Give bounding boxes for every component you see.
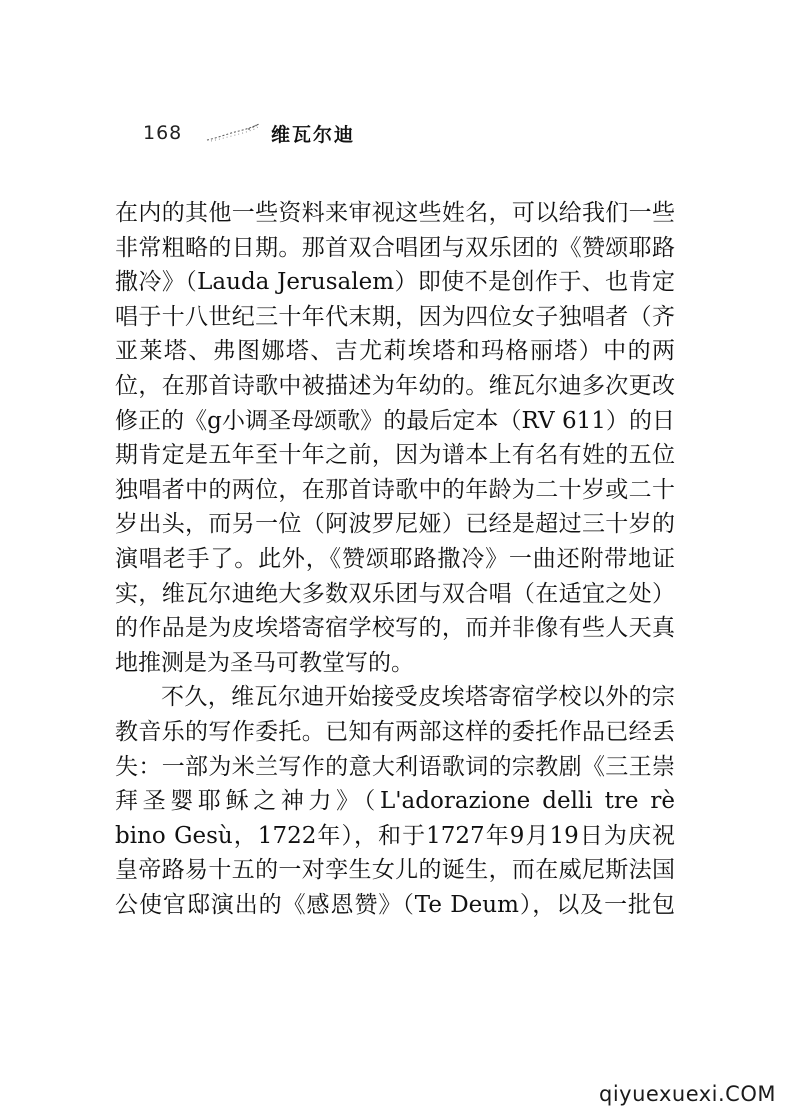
paragraph-first-line: 不久，维瓦尔迪开始接受皮埃塔寄宿学校以外的宗 <box>161 684 675 711</box>
text-line: 公使官邸演出的《感恩赞》（Te Deum），以及一批包 <box>115 891 675 918</box>
text-line: 独唱者中的两位，在那首诗歌中的年龄为二十岁或二十 <box>115 476 675 503</box>
text-line: 期肯定是五年至十年之前，因为谱本上有名有姓的五位 <box>115 442 675 469</box>
text-line: 地推测是为圣马可教堂写的。 <box>115 649 414 676</box>
text-line: 实，维瓦尔迪绝大多数双乐团与双合唱（在适宜之处） <box>115 580 675 607</box>
watermark: qiyuexuexi.COM <box>599 1082 776 1106</box>
text-line: 修正的《g小调圣母颂歌》的最后定本（RV 611）的日 <box>115 407 675 434</box>
text-line: 唱于十八世纪三十年代末期，因为四位女子独唱者（齐 <box>115 303 675 330</box>
body-text <box>115 196 675 922</box>
text-line: 位，在那首诗歌中被描述为年幼的。维瓦尔迪多次更改 <box>115 372 675 399</box>
text-line: 非常粗略的日期。那首双合唱团与双乐团的《赞颂耶路 <box>115 234 675 261</box>
text-line: 拜圣婴耶稣之神力》（L'adorazione delli tre rè <box>115 788 675 815</box>
text-line: bino Gesù，1722年），和于1727年9月19日为庆祝 <box>115 822 675 849</box>
text-line: 撒冷》（Lauda Jerusalem）即使不是创作于、也肯定 <box>115 269 675 296</box>
running-title: 维瓦尔迪 <box>271 124 356 146</box>
text-line: 失：一部为米兰写作的意大利语歌词的宗教剧《三王崇 <box>115 753 675 780</box>
text-line: 皇帝路易十五的一对孪生女儿的诞生，而在威尼斯法国 <box>115 857 675 884</box>
text-line: 的作品是为皮埃塔寄宿学校写的，而并非像有些人天真 <box>115 615 675 642</box>
text-line: 在内的其他一些资料来审视这些姓名，可以给我们一些 <box>115 200 675 226</box>
text-line: 演唱老手了。此外，《赞颂耶路撒冷》一曲还附带地证 <box>115 545 675 572</box>
text-line: 岁出头，而另一位（阿波罗尼娅）已经是超过三十岁的 <box>115 511 675 538</box>
ornament-flourish-icon <box>205 122 261 144</box>
page-number: 168 <box>143 122 183 144</box>
text-line: 教音乐的写作委托。已知有两部这样的委托作品已经丢 <box>115 718 675 745</box>
page-header <box>143 120 643 150</box>
text-line: 亚莱塔、弗图娜塔、吉尤莉埃塔和玛格丽塔）中的两 <box>115 338 675 365</box>
